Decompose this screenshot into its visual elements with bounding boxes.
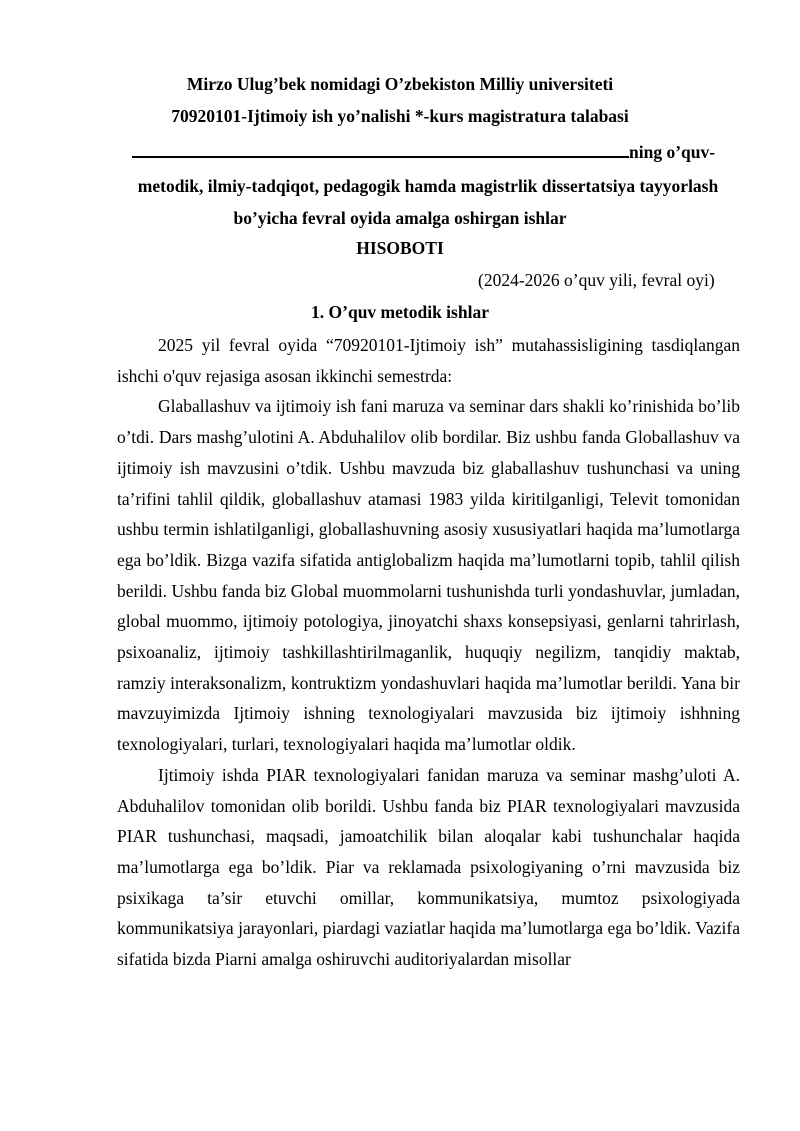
name-suffix: ning o’quv- (629, 142, 716, 162)
paragraph: 2025 yil fevral oyida “70920101-Ijtimoiy ish” mutahassisligining tasdiqlangan ishchi o'quv rejasiga asosan ikkinchi semestrda: (117, 335, 740, 386)
paragraph: Ijtimoiy ishda PIAR texnologiyalari fanidan maruza va seminar mashg’uloti A. Abduhalilov tomonidan olib borildi. Ushbu fanda biz PIAR texnologiyalari mavzusida PIAR tushunchasi, maqsadi, jamoatchilik bilan aloqalar kabi tushunchalar haqida ma’lumotlarga ega bo’ldik. Piar va reklamada psixologiyaning o’rni mavzusida biz psixikaga ta’sir etuvchi omillar, kommunikatsiya, mumtoz psixologiyada kommunikatsiya jarayonlari, piardagi vaziatlar haqida ma’lumotlarga ega bo’ldik. Vazifa sifatida bizda Piarni amalga oshiruvchi auditoriyalardan misollar (117, 764, 740, 970)
report-subject-line-2: bo’yicha fevral oyida amalga oshirgan ishlar (233, 208, 567, 228)
body-text (117, 330, 740, 975)
report-title: HISOBOTI (356, 238, 444, 258)
university-name: Mirzo Ulug’bek nomidagi O’zbekiston Milliy universiteti (186, 74, 614, 94)
section-heading: 1. O’quv metodik ishlar (311, 302, 489, 322)
program-line: 70920101-Ijtimoiy ish yo’nalishi *-kurs magistratura talabasi (171, 106, 629, 126)
paragraph: Glaballashuv va ijtimoiy ish fani maruza va seminar dars shakli ko’rinishida bo’lib o’tdi. Dars mashg’ulotini A. Abduhalilov olib bordilar. Biz ushbu fanda Globallashuv va ijtimoiy ish mavzusini o’tdik. Ushbu mavzuda biz glaballashuv tushunchasi va uning ta’rifini tahlil qildik, globallashuv atamasi 1983 yilda kiritilganligi, Televit tomonidan ushbu termin ishlatilganligi, globallashuvning asosiy xususiyatlari haqida ma’lumotlarga ega bo’ldik. Bizga vazifa sifatida antiglobalizm haqida ma’lumotlarni topib, tahlil qilish berildi. Ushbu fanda biz Global muommolarni tushunishda turli yondashuvlar, jumladan, global muommo, ijtimoiy potologiya, jinoyatchi shaxs konsepsiyasi, genlarni tahrirlash, psixoanaliz, ijtimoiy tashkillashtirilmaganlik, huquqiy negilizm, tanqidiy maktab, ramziy interaksonalizm, kontruktizm yondashuvlari haqida ma’lumotlar berildi. Yana bir mavzuyimizda Ijtimoiy ishning texnologiyalari mavzusida biz ijtimoiy ishhning texnologiyalari, turlari, texnologiyalari haqida ma’lumotlar oldik. (117, 396, 740, 755)
report-period: (2024-2026 o’quv yili, fevral oyi) (478, 270, 715, 290)
student-name-line (132, 140, 715, 163)
name-blank-underline (132, 140, 629, 158)
report-subject-line: metodik, ilmiy-tadqiqot, pedagogik hamda magistrlik dissertatsiya tayyorlash (137, 176, 719, 196)
